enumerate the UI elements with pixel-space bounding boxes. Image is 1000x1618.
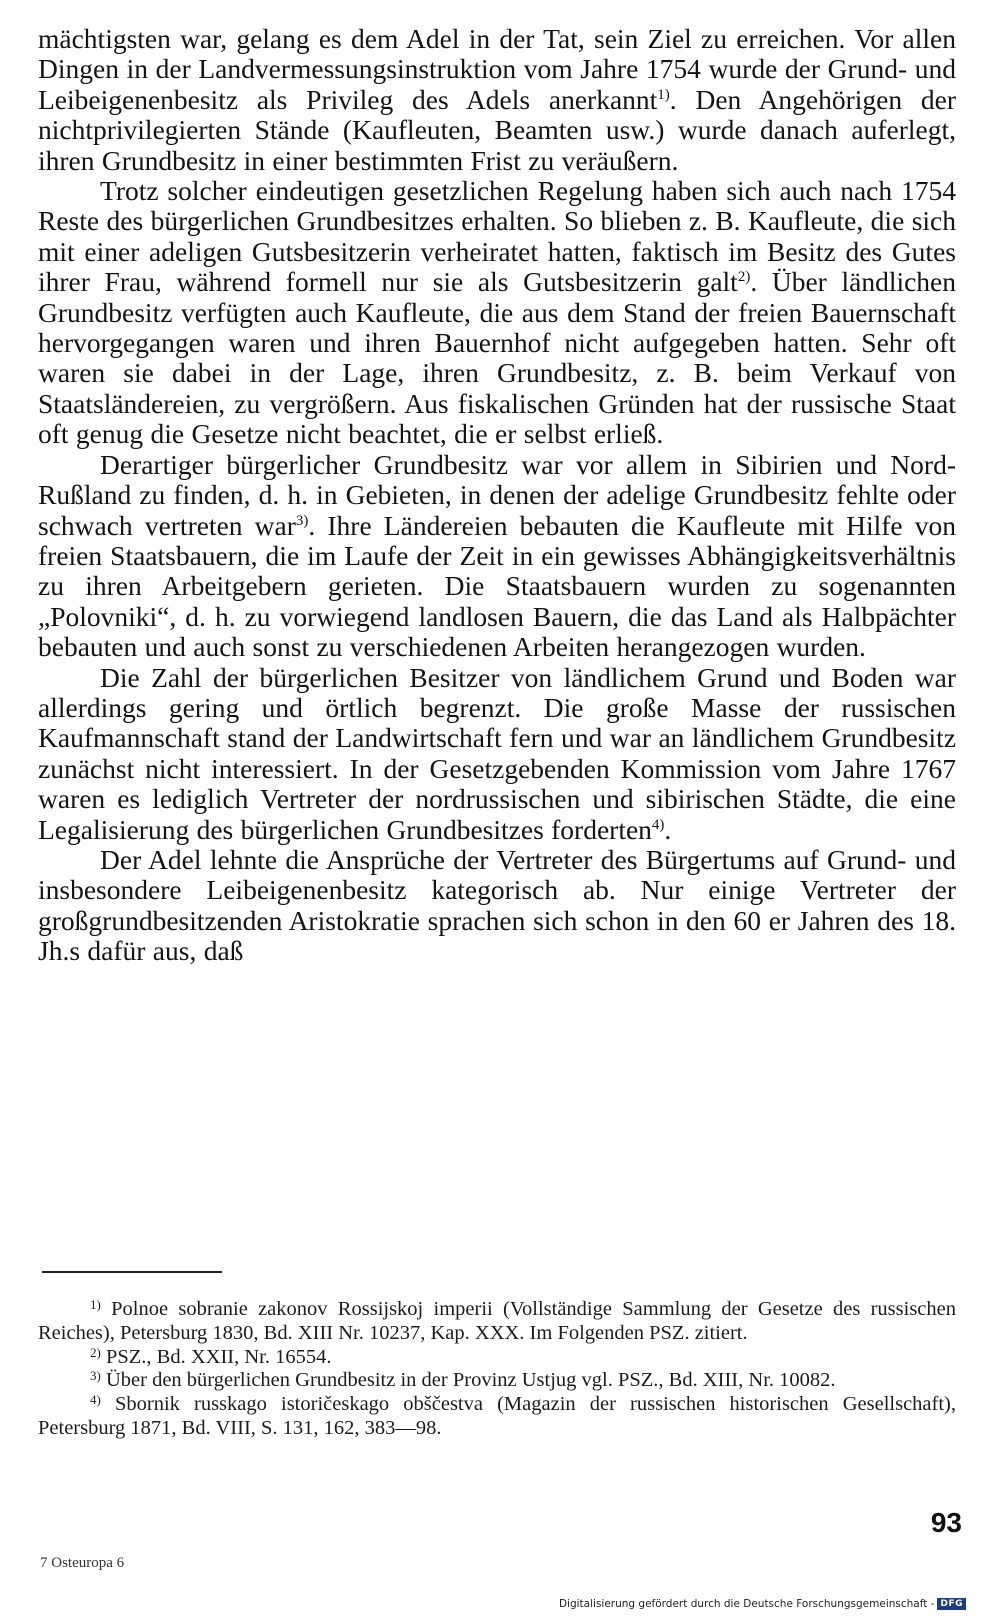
- footnote-1: [38, 1298, 956, 1346]
- paragraph-text: Derartiger bürgerlicher Grundbesitz war vor allem in Sibirien und Nord-Rußland zu finden, d. h. in Gebieten, in denen der adelige Grundbesitz fehlte oder schwach vertreten war: [38, 448, 956, 541]
- footnote-ref-2[interactable]: 2): [737, 269, 751, 286]
- paragraph-text: . Den Angehörigen der nichtprivilegierten Stände (Kaufleuten, Beamten usw.) wurde danach auferlegt, ihren Grundbesitz in einer bestimmten Frist zu veräußern.: [38, 83, 956, 176]
- paragraph-text: Der Adel lehnte die Ansprüche der Vertreter des Bürgertums auf Grund- und insbesondere Leibeigenenbesitz kategorisch ab. Nur einige Vertreter der großgrundbesitzenden Aristokratie sprachen sich schon in den 60 er Jahren des 18. Jh.s dafür aus, daß: [38, 843, 956, 967]
- footnote-divider: [42, 1271, 222, 1273]
- paragraph-4: [38, 663, 956, 845]
- main-text: [38, 24, 956, 967]
- digitization-credit: [559, 1598, 966, 1610]
- paragraph-text: Die Zahl der bürgerlichen Besitzer von ländlichem Grund und Boden war allerdings gering und örtlich begrenzt. Die große Masse der russischen Kaufmannschaft stand der Landwirtschaft fern und war an ländlichem Grundbesitz zunächst nicht interessiert. In der Gesetzgebenden Kommission vom Jahre 1767 waren es lediglich Vertreter der nordrussischen und sibirischen Städte, die eine Legalisierung des bürgerlichen Grundbesitzes forderten: [38, 661, 956, 845]
- printer-signature: 7 Osteuropa 6: [40, 1555, 125, 1571]
- paragraph-2: [38, 176, 956, 450]
- paragraph-1: [38, 24, 956, 176]
- footnote-text: Polnoe sobranie zakonov Rossijskoj imperii (Vollständige Sammlung der Gesetze des russischen Reiches), Petersburg 1830, Bd. XIII Nr. 10237, Kap. XXX. Im Folgenden PSZ. zitiert.: [38, 1298, 956, 1344]
- paragraph-text: Trotz solcher eindeutigen gesetzlichen Regelung haben sich auch nach 1754 Reste des bürgerlichen Grundbesitzes erhalten. So blieben z. B. Kaufleute, die sich mit einer adeligen Gutsbesitzerin verheiratet hatten, faktisch im Besitz des Gutes ihrer Frau, während formell nur sie als Gutsbesitzerin galt: [38, 175, 956, 298]
- footnote-mark: 4): [90, 1392, 101, 1408]
- footnote-text: Über den bürgerlichen Grundbesitz in der Provinz Ustjug vgl. PSZ., Bd. XIII, Nr. 10082.: [105, 1369, 836, 1392]
- footnote-2: [38, 1346, 956, 1370]
- footnote-mark: 2): [90, 1344, 101, 1360]
- footnote-3: [38, 1369, 956, 1393]
- paragraph-text: .: [664, 813, 672, 845]
- paragraph-5: [38, 845, 956, 967]
- paragraph-text: mächtigsten war, gelang es dem Adel in der Tat, sein Ziel zu erreichen. Vor allen Dingen in der Landvermessungsinstruktion vom Jahre 1754 wurde der Grund- und Leibeigenenbesitz als Privileg des Adels anerkannt: [38, 23, 956, 115]
- footnote-text: Sbornik russkago istoričeskago obščestva (Magazin der russischen historischen Gesellschaft), Petersburg 1871, Bd. VIII, S. 131, 162, 383—98.: [38, 1393, 957, 1439]
- paragraph-3: [38, 450, 956, 663]
- dfg-logo-icon: DFG: [937, 1598, 966, 1610]
- paragraph-text: . Über ländlichen Grundbesitz verfügten auch Kaufleute, die aus dem Stand der freien Bauernschaft hervorgegangen waren und ihren Bauernhof nicht aufgegeben hatten. Sehr oft waren sie dabei in der Lage, ihren Grundbesitz, z. B. beim Verkauf von Staatsländereien, zu vergrößern. Aus fiskalischen Gründen hat der russische Staat oft genug die Gesetze nicht beachtet, die er selbst erließ.: [38, 266, 957, 450]
- footnote-ref-1[interactable]: 1): [657, 86, 670, 103]
- credit-text: Digitalisierung gefördert durch die Deutsche Forschungsgemeinschaft -: [558, 1598, 935, 1610]
- footnote-mark: 1): [90, 1297, 101, 1312]
- footnote-ref-3[interactable]: 3): [295, 512, 309, 529]
- footnote-4: [38, 1393, 956, 1441]
- footnote-text: PSZ., Bd. XXII, Nr. 16554.: [105, 1345, 332, 1368]
- footnotes: [38, 1298, 956, 1441]
- paragraph-text: . Ihre Ländereien bebauten die Kaufleute mit Hilfe von freien Staatsbauern, die im Laufe der Zeit in ein gewisses Abhängigkeitsverhältnis zu ihren Arbeitgebern gerieten. Die Staatsbauern wurden zu sogenannten „Polovniki“, d. h. zu vorwiegend landlosen Bauern, die das Land als Halbpächter bebauten und auch sonst zu verschiedenen Arbeiten herangezogen wurden.: [38, 509, 956, 663]
- page-number: 93: [930, 1507, 962, 1538]
- footnote-mark: 3): [90, 1368, 101, 1384]
- footnote-ref-4[interactable]: 4): [651, 816, 665, 833]
